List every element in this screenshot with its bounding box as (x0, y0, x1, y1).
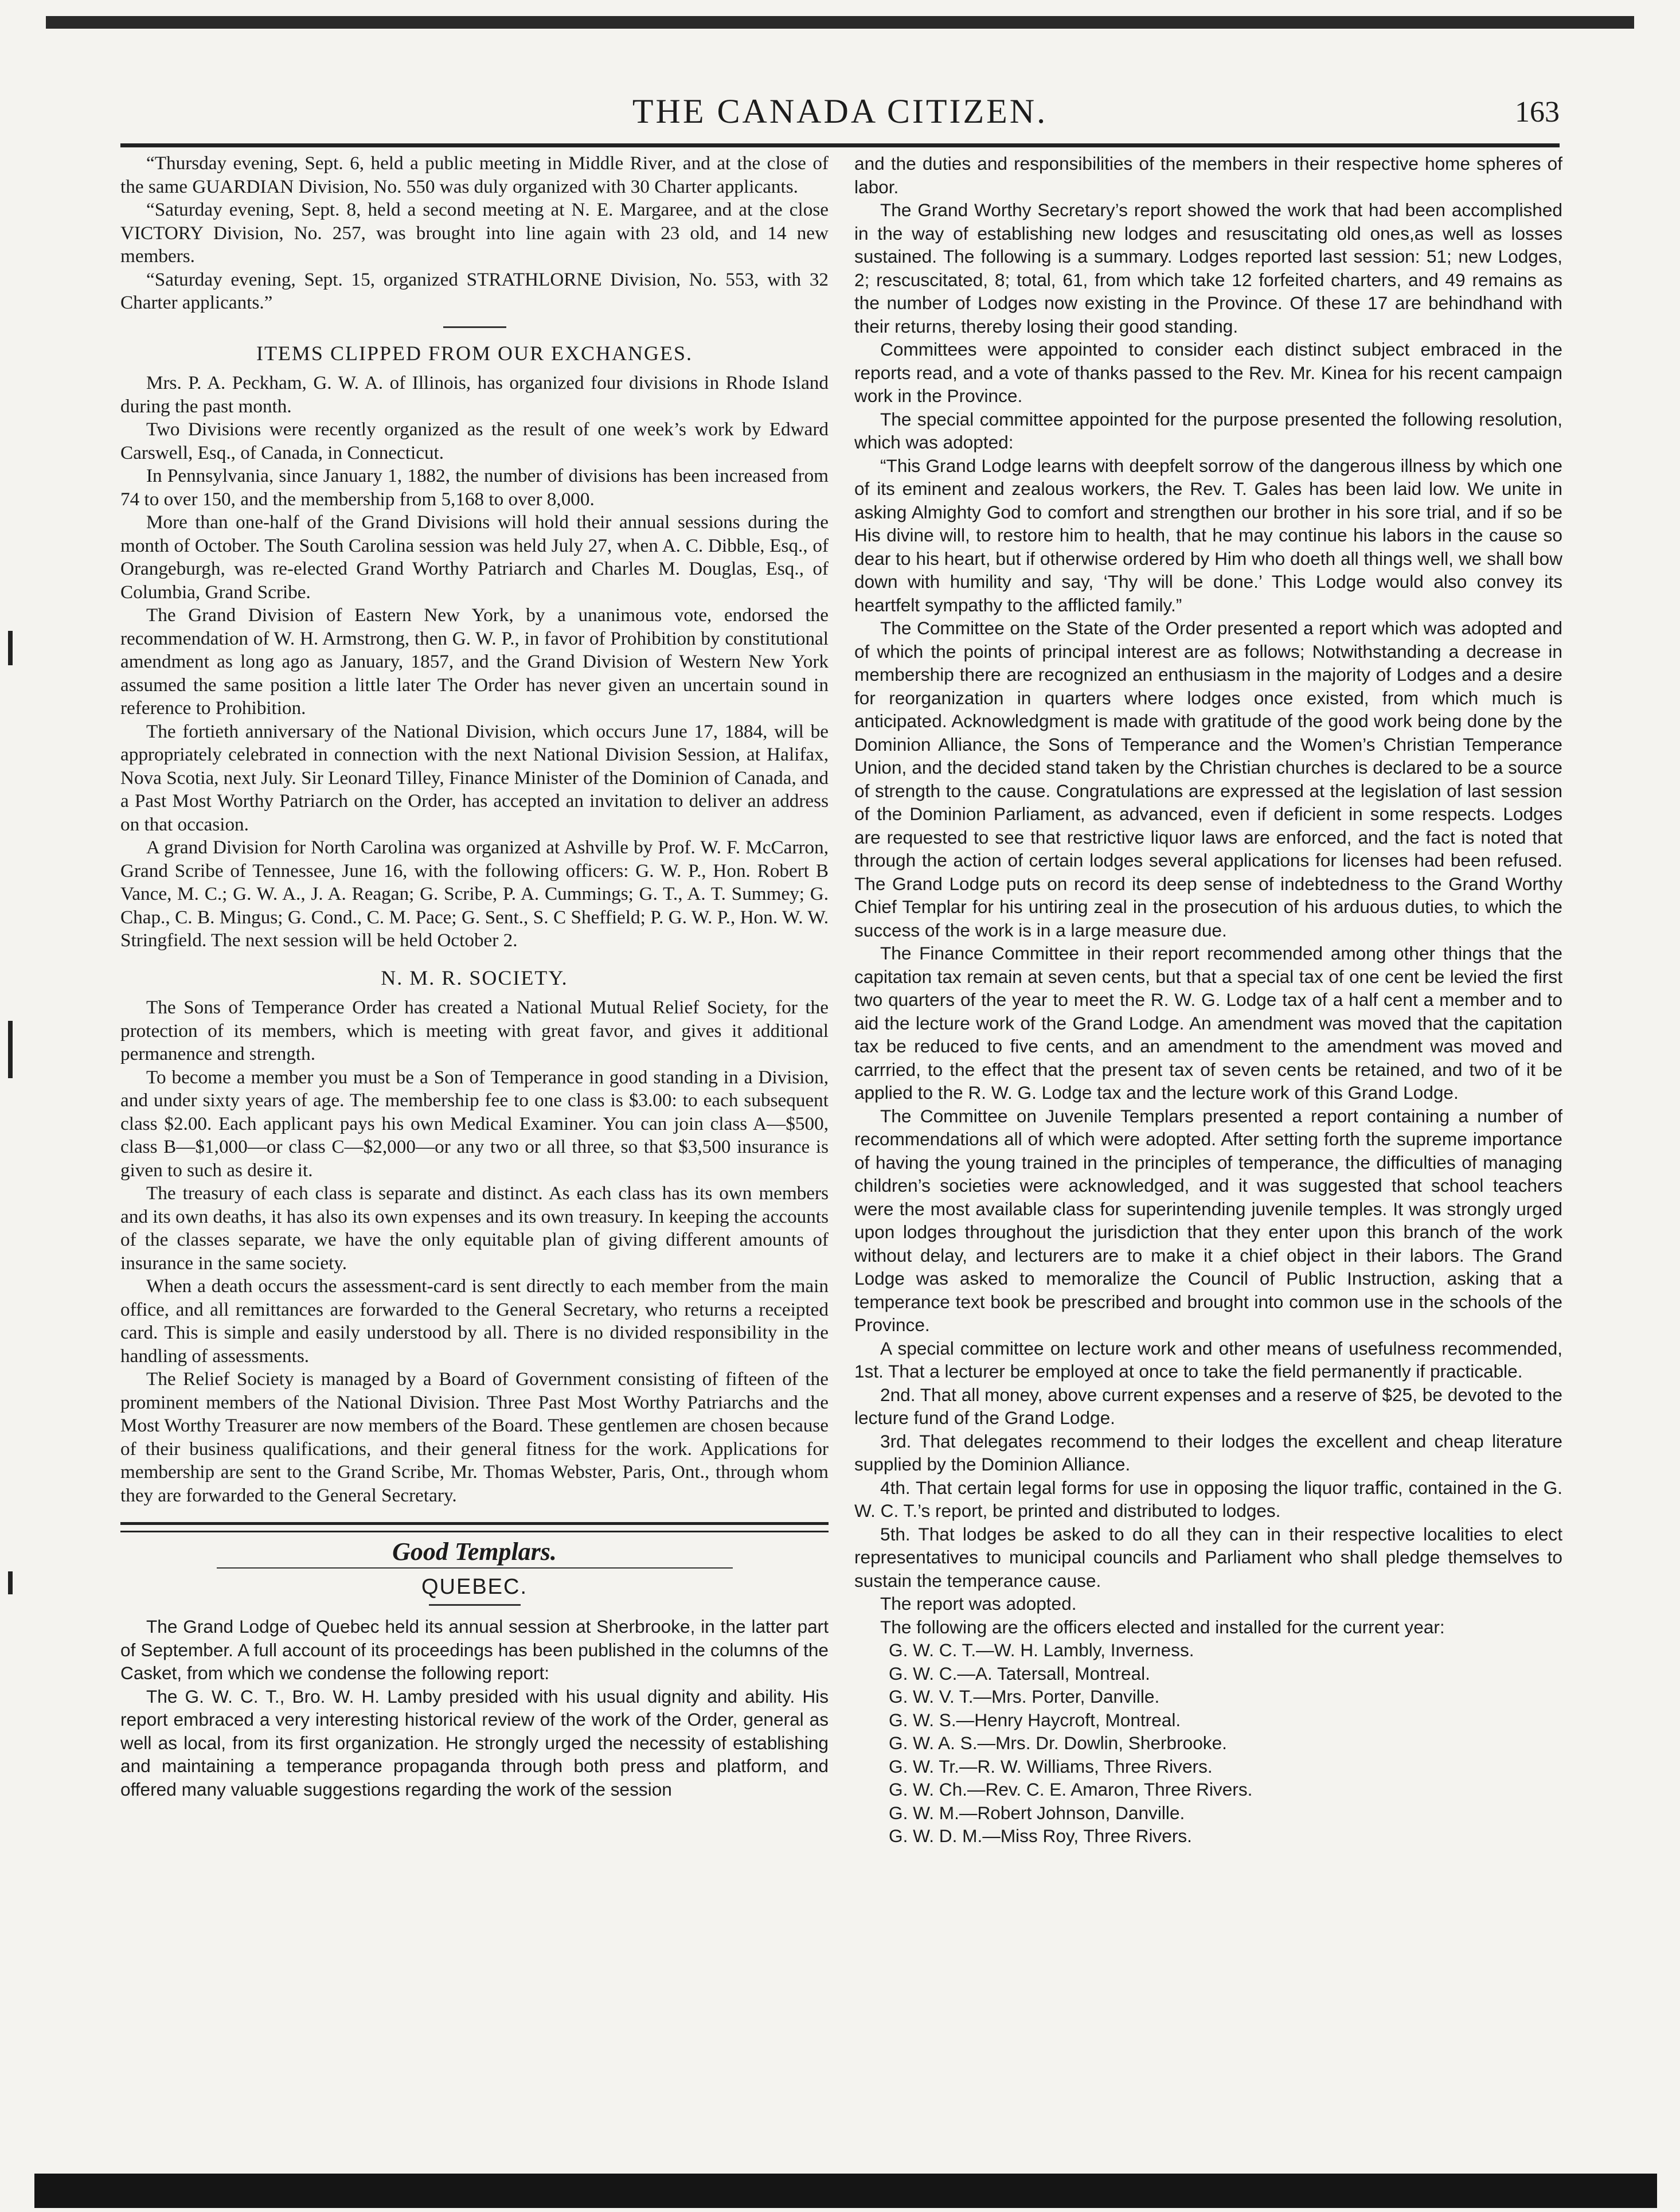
top-border-rule (46, 16, 1634, 29)
officer-entry: G. W. A. S.—Mrs. Dr. Dowlin, Sherbrooke. (889, 1733, 1227, 1753)
officer-entry: G. W. Ch.—Rev. C. E. Amaron, Three Rivers. (889, 1779, 1253, 1800)
section-divider (217, 1567, 733, 1569)
report-paragraph: “Saturday evening, Sept. 8, held a second meeting at N. E. Margaree, and at the close VICTORY Division, No. 257, was brought into line again with 23 old, and 14 new members. (120, 199, 829, 267)
exchanges-paragraph: In Pennsylvania, since January 1, 1882, the number of divisions has been increased from 74 to over 150, and the membership from 5,168 to over 8,000. (120, 465, 829, 510)
officer-entry: G. W. D. M.—Miss Roy, Three Rivers. (889, 1825, 1192, 1846)
recommendation-paragraph: 4th. That certain legal forms for use in opposing the liquor traffic, contained in the G. W. C. T.’s report, be printed and distributed to lodges. (854, 1477, 1562, 1521)
officer-entry: G. W. V. T.—Mrs. Porter, Danville. (889, 1686, 1160, 1707)
exchanges-paragraph: The fortieth anniversary of the National Division, which occurs June 17, 1884, will be appropriately celebrated in connection with the next National Division Session, at Halifax, Nova Scotia, next July. Sir Leonard Tilley, Finance Minister of the Dominion of Canada, and a Past Most Worthy Patriarch on the Order, has accepted an invitation to deliver an address on that occasion. (120, 720, 829, 835)
nmr-heading: N. M. R. SOCIETY. (381, 966, 568, 989)
exchanges-paragraph: Mrs. P. A. Peckham, G. W. A. of Illinois, has organized four divisions in Rhode Island during the past month. (120, 372, 829, 417)
quebec-paragraph: The Grand Lodge of Quebec held its annual session at Sherbrooke, in the latter part of September. A full account of its proceedings has been published in the columns of the Casket, from which we condense the following report: (120, 1616, 829, 1683)
body-paragraph: The report was adopted. (880, 1593, 1077, 1614)
margin-mark (8, 1571, 13, 1594)
body-paragraph: and the duties and responsibilities of the members in their respective home spheres of labor. (854, 153, 1562, 197)
exchanges-heading: ITEMS CLIPPED FROM OUR EXCHANGES. (256, 341, 693, 365)
newspaper-title: THE CANADA CITIZEN. (632, 92, 1048, 130)
report-paragraph: “Saturday evening, Sept. 15, organized STRATHLORNE Division, No. 553, with 32 Charter applicants.” (120, 268, 829, 313)
officer-entry: G. W. M.—Robert Johnson, Danville. (889, 1802, 1185, 1823)
officer-entry: G. W. C.—A. Tatersall, Montreal. (889, 1663, 1150, 1684)
quebec-paragraph: The G. W. C. T., Bro. W. H. Lamby presided with his usual dignity and ability. His report embraced a very interesting historical review of the work of the Order, general as well as local, from its first organization. He strongly urged the necessity of establishing and maintaining a temperance propaganda through both press and platform, and offered many valuable suggestions regarding the work of the session (120, 1686, 829, 1800)
recommendation-paragraph: 2nd. That all money, above current expenses and a reserve of $25, be devoted to the lecture fund of the Grand Lodge. (854, 1384, 1562, 1428)
left-column (120, 152, 829, 1801)
nmr-paragraph: The Sons of Temperance Order has created a National Mutual Relief Society, for the protection of its members, which is meeting with great favor, and gives it additional permanence and strength. (120, 997, 829, 1064)
body-paragraph: The Committee on Juvenile Templars presented a report containing a number of recommendations all of which were adopted. After setting forth the supreme importance of having the young trained in the principles of temperance, the difficulties of managing children’s societies were acknowledged, and it was suggested that school teachers were the most available class for superintending juvenile temples. It was strongly urged upon lodges throughout the jurisdiction that they enter upon this branch of the work without delay, and lecturers are to make it a chief object in their labors. The Grand Lodge was asked to memoralize the Council of Public Instruction, asking that a temperance text book be prescribed and brought into common use in the schools of the Province. (854, 1105, 1562, 1335)
body-paragraph: The special committee appointed for the purpose presented the following resolution, which was adopted: (854, 408, 1562, 452)
section-double-rule (120, 1522, 829, 1532)
exchanges-paragraph: A grand Division for North Carolina was organized at Ashville by Prof. W. F. McCarron, Grand Scribe of Tennessee, June 16, with the following officers: G. W. P., Hon. Robert B Vance, M. C.; G. W. A., J. A. Reagan; G. Scribe, P. A. Cummings; G. T., A. T. Summey; G. Chap., C. B. Mingus; G. Cond., C. M. Pace; G. Sent., S. C Sheffield; P. G. W. P., Hon. W. W. Stringfield. The next session will be held October 2. (120, 837, 829, 951)
body-paragraph: Committees were appointed to consider each distinct subject embraced in the reports read, and a vote of thanks passed to the Rev. Mr. Kinea for his recent campaign work in the Province. (854, 339, 1562, 406)
body-paragraph: The Finance Committee in their report recommended among other things that the capitation tax remain at seven cents, but that a special tax of one cent be levied the first two quarters of the year to meet the R. W. G. Lodge tax of a half cent a member and to aid the lecture work of the Grand Lodge. An amendment was moved that the capitation tax be reduced to five cents, and an amendment to the amendment was moved and carrried, to the effect that the present tax of seven cents be retained, and two of it be applied to the R. W. G. Lodge tax and the lecture work of this Grand Lodge. (854, 943, 1562, 1103)
body-paragraph: The Committee on the State of the Order presented a report which was adopted and of which the points of principal interest are as follows; Notwithstanding a decrease in membership there are recognized an enthusiasm in the majority of Lodges and a desire for reorganization in quarters where lodges once existed, from which much is anticipated. Acknowledgment is made with gratitude of the good work being done by the Dominion Alliance, the Sons of Temperance and the Women’s Christian Temperance Union, and the decided stand taken by the Christian churches is declared to be a source of strength to the cause. Congratulations are expressed at the legislation of last session of the Dominion Parliament, as advanced, even if deficient in some respects. Lodges are requested to see that restrictive liquor laws are enforced, and the fact is noted that through the action of certain lodges several applications for licenses had been refused. The Grand Lodge puts on record its deep sense of indebtedness to the Grand Worthy Chief Templar for his untiring zeal in the prosecution of his arduous duties, to which the success of the work is in a large measure due. (854, 618, 1562, 941)
body-paragraph: The following are the officers elected and installed for the current year: (880, 1616, 1445, 1637)
exchanges-paragraph: Two Divisions were recently organized as the result of one week’s work by Edward Carswell, Esq., of Canada, in Connecticut. (120, 419, 829, 463)
quebec-heading: QUEBEC. (421, 1574, 528, 1599)
good-templars-heading: Good Templars. (392, 1538, 557, 1566)
right-column (854, 152, 1562, 1848)
exchanges-paragraph: The Grand Division of Eastern New York, by a unanimous vote, endorsed the recommendation of W. H. Armstrong, then G. W. P., in favor of Prohibition by constitutional amendment as long ago as January, 1857, and the Grand Division of Western New York assumed the same position a little later The Order has never given an uncertain sound in reference to Prohibition. (120, 604, 829, 719)
exchanges-paragraph: More than one-half of the Grand Divisions will hold their annual sessions during the month of October. The South Carolina session was held July 27, when A. C. Dibble, Esq., of Orangeburgh, was re-elected Grand Worthy Patriarch and Charles M. Douglas, Esq., of Columbia, Grand Scribe. (120, 512, 829, 603)
nmr-paragraph: To become a member you must be a Son of Temperance in good standing in a Division, and under sixty years of age. The membership fee to one class is $3.00: to each subsequent class $2.00. Each applicant pays his own Medical Examiner. You can join class A—$500, class B—$1,000—or class C—$2,000—or any two or all three, so that $3,500 insurance is given to such as desire it. (120, 1066, 829, 1181)
bottom-border-rule (34, 2174, 1657, 2208)
officer-entry: G. W. S.—Henry Haycroft, Montreal. (889, 1709, 1181, 1730)
recommendation-paragraph: 5th. That lodges be asked to do all they can in their respective localities to elect representatives to municipal councils and Parliament who shall pledge themselves to sustain the temperance cause. (854, 1523, 1562, 1591)
page-number: 163 (1515, 96, 1560, 128)
section-divider (429, 1604, 521, 1606)
page-header (120, 92, 1560, 147)
body-paragraph: The Grand Worthy Secretary’s report showed the work that had been accomplished in the way of establishing new lodges and resuscitating old ones,as well as losses sustained. The following is a summary. Lodges reported last session: 51; new Lodges, 2; rescuscitated, 8; total, 61, from which take 12 forfeited charters, and 49 remains as the number of Lodges now existing in the Province. Of these 17 are behindhand with their returns, thereby losing their good standing. (854, 200, 1562, 337)
body-paragraph: A special committee on lecture work and other means of usefulness recommended, 1st. That a lecturer be employed at once to take the field permanently if practicable. (854, 1337, 1562, 1382)
nmr-paragraph: When a death occurs the assessment-card is sent directly to each member from the main office, and all remittances are forwarded to the General Secretary, who returns a receipted card. This is simple and easily understood by all. There is no divided responsibility in the handling of assessments. (120, 1275, 829, 1367)
resolution-paragraph: “This Grand Lodge learns with deepfelt sorrow of the dangerous illness by which one of its eminent and zealous workers, the Rev. T. Gales has been laid low. We unite in asking Almighty God to comfort and strengthen our brother in his sore trial, and if so be His divine will, to restore him to health, that he may continue his labors in the cause so dear to his heart, but if otherwise ordered by Him who doeth all things well, we shall bow down with humility and say, ‘Thy will be done.’ This Lodge would also convey its heartfelt sympathy to the afflicted family.” (854, 455, 1562, 615)
report-paragraph: “Thursday evening, Sept. 6, held a public meeting in Middle River, and at the close of the same GUARDIAN Division, No. 550 was duly organized with 30 Charter applicants. (120, 153, 829, 197)
recommendation-paragraph: 3rd. That delegates recommend to their lodges the excellent and cheap literature supplied by the Dominion Alliance. (854, 1430, 1562, 1474)
nmr-paragraph: The Relief Society is managed by a Board of Government consisting of fifteen of the prominent members of the National Division. Three Past Most Worthy Patriarchs and the Most Worthy Treasurer are now members of the Board. These gentlemen are chosen because of their business qualifications, and their general fitness for the work. Applications for membership are sent to the Grand Scribe, Mr. Thomas Webster, Paris, Ont., through whom they are forwarded to the General Secretary. (120, 1368, 829, 1506)
officer-entry: G. W. Tr.—R. W. Williams, Three Rivers. (889, 1755, 1213, 1777)
margin-mark (8, 1021, 13, 1078)
margin-mark (8, 631, 13, 665)
officer-entry: G. W. C. T.—W. H. Lambly, Inverness. (889, 1640, 1194, 1660)
section-divider (443, 326, 506, 328)
nmr-paragraph: The treasury of each class is separate and distinct. As each class has its own members and its own deaths, it has also its own expenses and its own treasury. In keeping the accounts of the classes separate, we have the only equitable plan of giving different amounts of insurance in the same society. (120, 1183, 829, 1274)
